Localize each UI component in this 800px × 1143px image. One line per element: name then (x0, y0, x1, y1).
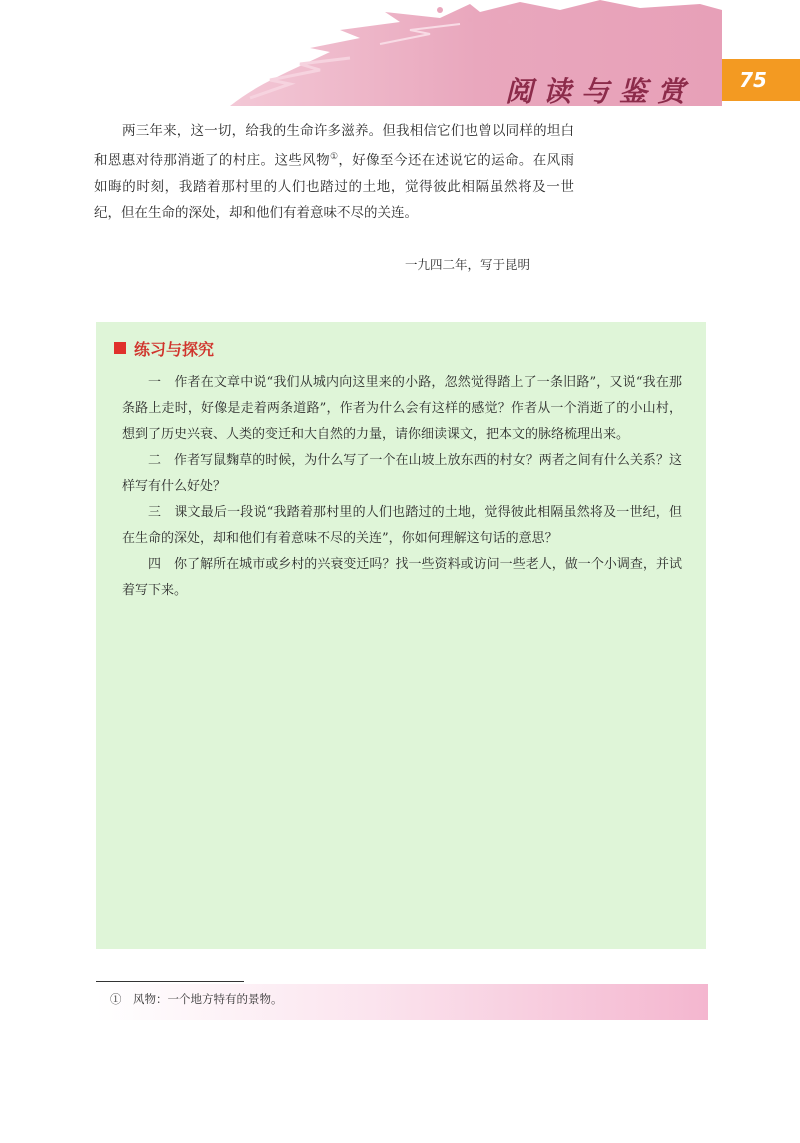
body-text-part-2: ，好像至今还在述说它的运命。在风雨如晦的时刻，我踏着那村里的人们也踏过的土地，觉得彼此相隔虽然将及一世纪，但在生命的深处，却和他们有着意味不尽的关连。 (94, 152, 575, 221)
heading-square-icon (114, 342, 126, 354)
exercise-item: 三 课文最后一段说“我踏着那村里的人们也踏过的土地，觉得彼此相隔虽然将及一世纪，但在生命的深处，却和他们有着意味不尽的关连”，你如何理解这句话的意思？ (122, 505, 682, 546)
body-text-part-1: 两三年来，这一切，给我的生命许多滋养。但我相信它们也曾以同样的坦白和恩惠对待那消逝了的村庄。这些风物 (94, 123, 574, 169)
footnote-text: ① 风物：一个地方特有的景物。 (110, 992, 283, 1006)
exercise-item: 四 你了解所在城市或乡村的兴衰变迁吗？找一些资料或访问一些老人，做一个小调查，并试着写下来。 (122, 557, 682, 598)
footnote-band (96, 984, 708, 1020)
exercise-item: 二 作者写鼠麴草的时候，为什么写了一个在山坡上放东西的村女？两者之间有什么关系？这样写有什么好处？ (122, 453, 682, 494)
section-title: 阅读与鉴赏 (505, 75, 696, 108)
exercise-section (96, 322, 706, 949)
exercise-list (122, 370, 682, 604)
exercise-item: 一 作者在文章中说“我们从城内向这里来的小路，忽然觉得踏上了一条旧路”，又说“我在那条路上走时，好像是走着两条道路”，作者为什么会有这样的感觉？作者从一个消逝了的小山村，想到了历史兴衰、人类的变迁和大自然的力量，请你细读课文，把本文的脉络梳理出来。 (122, 375, 682, 442)
footnote-divider (96, 981, 244, 982)
footnote-reference: ① (329, 152, 339, 162)
exercise-heading-text: 练习与探究 (134, 339, 215, 359)
date-signature: 一九四二年，写于昆明 (404, 257, 530, 272)
page-number-box (722, 59, 800, 101)
body-paragraph (94, 118, 574, 226)
exercise-heading (114, 336, 214, 360)
page-number: 75 (739, 68, 767, 92)
